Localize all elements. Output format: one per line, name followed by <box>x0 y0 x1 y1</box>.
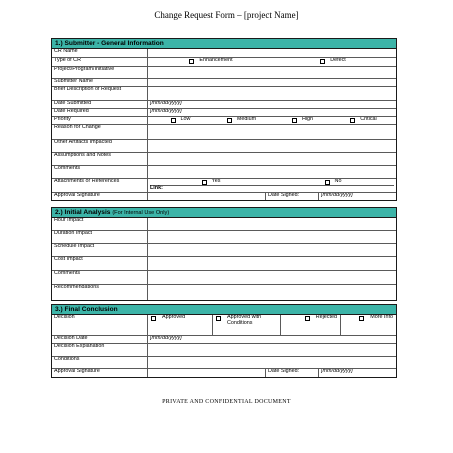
row-brief-description: Brief Description of Request <box>52 87 396 101</box>
cost-impact-field[interactable] <box>148 257 396 270</box>
checkbox-icon[interactable] <box>216 316 221 321</box>
checkbox-icon[interactable] <box>359 316 364 321</box>
type-option-defect[interactable]: Defect <box>272 58 394 66</box>
row-schedule-impact: Schedule Impact <box>52 244 396 257</box>
hour-impact-field[interactable] <box>148 218 396 230</box>
row-decision-explanation: Decision Explanation <box>52 344 396 357</box>
checkbox-icon[interactable] <box>292 118 297 123</box>
date-submitted-field[interactable]: [mm/dd/yyyy] <box>150 101 182 106</box>
schedule-impact-field[interactable] <box>148 244 396 256</box>
page-title: Change Request Form – [project Name] <box>154 10 299 20</box>
artifacts-field[interactable] <box>148 140 396 152</box>
priority-medium[interactable]: Medium <box>211 117 272 124</box>
row-date-required: Date Required [mm/dd/yyyy] <box>52 109 396 117</box>
row-assumptions: Assumptions and Notes <box>52 153 396 166</box>
link-field[interactable]: Link: <box>150 185 163 191</box>
row-cost-impact: Cost Impact <box>52 257 396 271</box>
row-priority: Priority Low Medium High Critical <box>52 117 396 125</box>
submitter-field[interactable] <box>148 79 396 86</box>
checkbox-icon[interactable] <box>202 180 207 185</box>
checkbox-icon[interactable] <box>151 316 156 321</box>
checkbox-icon[interactable] <box>227 118 232 123</box>
checkbox-icon[interactable] <box>320 59 325 64</box>
checkbox-icon[interactable] <box>171 118 176 123</box>
decision-more-info[interactable]: More Info <box>341 315 396 335</box>
decision-rejected[interactable]: Rejected <box>281 315 341 335</box>
decision-date-field[interactable]: [mm/dd/yyyy] <box>150 336 182 341</box>
row-decision: Decision Approved Approved with Conditions Rejected More Info <box>52 315 396 336</box>
assumptions-field[interactable] <box>148 153 396 165</box>
decision-explanation-field[interactable] <box>148 344 396 356</box>
row-hour-impact: Hour Impact <box>52 218 396 231</box>
priority-critical[interactable]: Critical <box>333 117 394 124</box>
row-attachments: Attachments or References Yes No Link: <box>52 179 396 193</box>
approval-signature-field[interactable] <box>148 369 265 377</box>
section-heading: 2.) Initial Analysis (For Internal Use Only) <box>52 208 396 218</box>
row-duration-impact: Duration Impact <box>52 231 396 244</box>
section-heading: 3.) Final Conclusion <box>52 305 396 315</box>
checkbox-icon[interactable] <box>189 59 194 64</box>
row-comments: Comments <box>52 271 396 285</box>
priority-high[interactable]: High <box>272 117 333 124</box>
checkbox-icon[interactable] <box>325 180 330 185</box>
priority-low[interactable]: Low <box>150 117 211 124</box>
brief-description-field[interactable] <box>148 87 396 100</box>
row-reason: Reason for Change <box>52 125 396 140</box>
approval-signature-field[interactable] <box>148 193 265 200</box>
section-heading: 1.) Submitter - General Information <box>52 39 396 49</box>
row-decision-date: Decision Date [mm/dd/yyyy] <box>52 336 396 344</box>
cr-name-field[interactable] <box>148 49 396 57</box>
project-field[interactable] <box>148 67 396 78</box>
checkbox-icon[interactable] <box>305 316 310 321</box>
checkbox-icon[interactable] <box>350 118 355 123</box>
date-signed-field[interactable]: [mm/dd/yyyy] <box>318 369 396 377</box>
decision-approved[interactable]: Approved <box>148 315 213 335</box>
attachments-no[interactable]: No <box>272 179 394 185</box>
decision-approved-with-conditions[interactable]: Approved with Conditions <box>213 315 281 335</box>
row-approval: Approval Signature Date Signed: [mm/dd/yyyy] <box>52 369 396 377</box>
section-final-conclusion <box>51 304 397 378</box>
footer-text: PRIVATE AND CONFIDENTIAL DOCUMENT <box>162 399 291 405</box>
section-initial-analysis <box>51 207 397 301</box>
row-cr-name: CR Name <box>52 49 396 58</box>
row-artifacts: Other Artifacts Impacted <box>52 140 396 153</box>
row-date-submitted: Date Submitted [mm/dd/yyyy] <box>52 101 396 109</box>
duration-impact-field[interactable] <box>148 231 396 243</box>
type-option-enhancement[interactable]: Enhancement <box>150 58 272 66</box>
conditions-field[interactable] <box>148 357 396 368</box>
row-project: Project/Program/Initiative <box>52 67 396 79</box>
row-submitter: Submitter Name <box>52 79 396 87</box>
comments-field[interactable] <box>148 166 396 178</box>
attachments-yes[interactable]: Yes <box>150 179 272 185</box>
analysis-comments-field[interactable] <box>148 271 396 284</box>
row-conditions: Conditions <box>52 357 396 369</box>
row-recommendations: Recommendations <box>52 285 396 300</box>
row-type-of-cr: Type of CR Enhancement Defect <box>52 58 396 67</box>
reason-field[interactable] <box>148 125 396 139</box>
row-comments: Comments <box>52 166 396 179</box>
section-submitter <box>51 38 397 201</box>
date-signed-field[interactable]: [mm/dd/yyyy] <box>318 193 396 200</box>
date-required-field[interactable]: [mm/dd/yyyy] <box>150 109 182 114</box>
recommendations-field[interactable] <box>148 285 396 300</box>
row-approval: Approval Signature Date Signed: [mm/dd/yyyy] <box>52 193 396 200</box>
